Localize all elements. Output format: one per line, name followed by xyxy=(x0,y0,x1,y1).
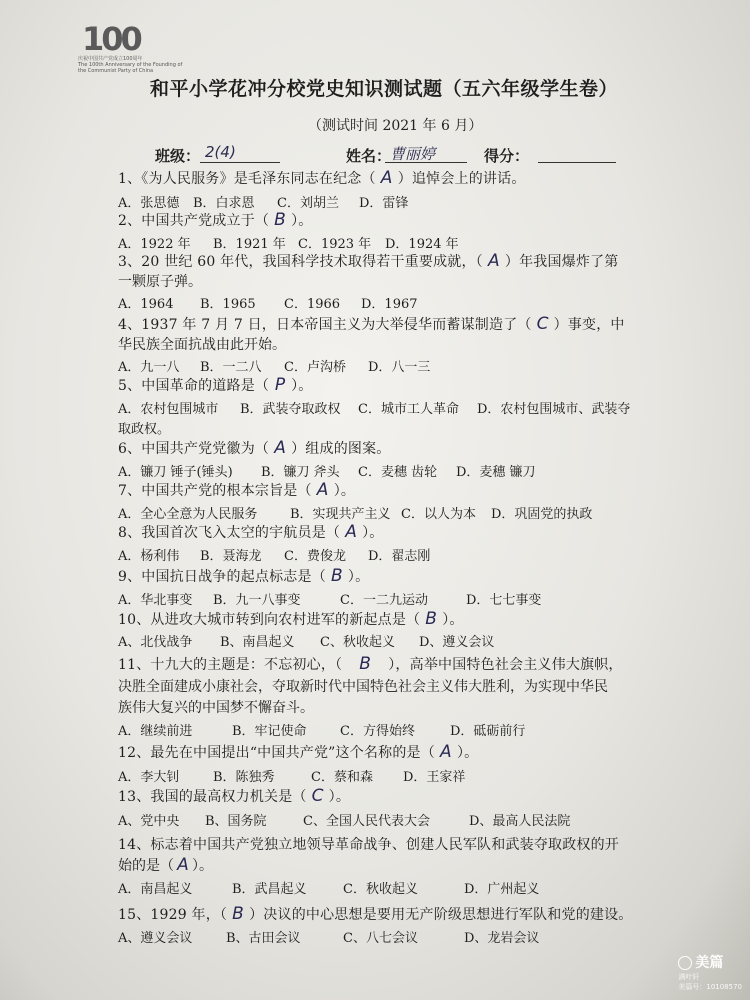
question-12: 12、最先在中国提出“中国共产党”这个名称的是（ A ）。 xyxy=(118,742,479,762)
question-14: 14、标志着中国共产党独立地领导革命战争、创建人民军队和武装夺取政权的开 xyxy=(118,837,620,853)
q5-option-a: A．农村包围城市 xyxy=(118,402,219,417)
q13-option-d: D、最高人民法院 xyxy=(469,814,571,829)
watermark-brand: 美篇 xyxy=(695,955,724,971)
answer-14: A xyxy=(177,855,189,875)
q9-option-c: C．一二九运动 xyxy=(340,593,428,608)
q2-option-c: C．1923 年 xyxy=(298,237,372,252)
page-title: 和平小学花冲分校党史知识测试题（五六年级学生卷） xyxy=(150,78,619,100)
question-8: 8、我国首次飞入太空的宇航员是（ A ）。 xyxy=(118,522,384,542)
q11-option-d: D．砥砺前行 xyxy=(450,724,526,739)
q6-option-b: B．镰刀 斧头 xyxy=(261,465,340,480)
q7-option-b: B．实现共产主义 xyxy=(290,507,391,522)
question-2: 2、中国共产党成立于（ B ）。 xyxy=(118,210,313,230)
name-label: 姓名： xyxy=(346,147,392,165)
q4-option-b: B．一二八 xyxy=(200,360,262,375)
q8-option-a: A．杨利伟 xyxy=(118,549,180,564)
q14-option-a: A．南昌起义 xyxy=(118,882,193,897)
q3-option-a: A．1964 xyxy=(118,297,174,312)
q5-option-d: D．农村包围城市、武装夺 xyxy=(477,402,631,417)
q8-option-d: D．翟志刚 xyxy=(368,549,431,564)
question-1: 1、《为人民服务》是毛泽东同志在纪念（ A ）追悼会上的讲话。 xyxy=(118,168,526,188)
q3-option-b: B．1965 xyxy=(200,297,256,312)
q14-option-c: C．秋收起义 xyxy=(343,882,418,897)
q11-option-a: A．继续前进 xyxy=(118,724,193,739)
question-3-cont: 一颗原子弹。 xyxy=(118,274,202,290)
answer-12: A xyxy=(440,742,452,762)
q11-option-b: B．牢记使命 xyxy=(232,724,307,739)
q13-option-a: A、党中央 xyxy=(118,814,180,829)
q7-option-a: A．全心全意为人民服务 xyxy=(118,507,258,522)
answer-1: A xyxy=(380,168,393,188)
q9-option-b: B．九一八事变 xyxy=(213,593,301,608)
centenary-number: 100 xyxy=(82,20,140,58)
q2-option-a: A．1922 年 xyxy=(118,237,191,252)
q6-option-c: C．麦穗 齿轮 xyxy=(358,465,438,480)
q1-option-c: C．刘胡兰 xyxy=(277,196,339,211)
score-label: 得分： xyxy=(484,147,530,165)
question-10: 10、从进攻大城市转到向农村进军的新起点是（ B ）。 xyxy=(118,609,464,629)
q6-option-a: A．镰刀 锤子(锤头) xyxy=(118,465,233,480)
q3-option-c: C．1966 xyxy=(284,297,341,312)
q12-option-b: B．陈独秀 xyxy=(213,770,275,785)
answer-6: A xyxy=(274,438,287,458)
answer-3: A xyxy=(487,251,500,271)
answer-11: B xyxy=(359,654,372,674)
score-blank xyxy=(538,162,616,163)
question-9: 9、中国抗日战争的起点标志是（ B ）。 xyxy=(118,566,370,586)
question-15: 15、1929 年，（ B ）决议的中心思想是要用无产阶级思想进行军队和党的建设。 xyxy=(118,904,633,924)
answer-8: A xyxy=(345,522,358,542)
q2-option-b: B．1921 年 xyxy=(213,237,286,252)
q15-option-c: C、八七会议 xyxy=(343,931,418,946)
q3-option-d: D．1967 xyxy=(361,297,418,312)
q10-option-c: C、秋收起义 xyxy=(320,635,395,650)
centenary-logo xyxy=(76,20,183,74)
question-4: 4、1937 年 7 月 7 日，日本帝国主义为大举侵华而蓄谋制造了（ C ）事变，中 xyxy=(118,314,625,334)
q10-option-b: B、南昌起义 xyxy=(220,635,295,650)
q8-option-c: C．费俊龙 xyxy=(284,549,346,564)
q12-option-c: C．蔡和森 xyxy=(311,770,373,785)
name-blank xyxy=(385,162,467,163)
answer-13: C xyxy=(311,786,324,806)
q4-option-c: C．卢沟桥 xyxy=(284,360,346,375)
watermark-id: 美篇号：10108570 xyxy=(678,983,742,991)
q5-option-c: C．城市工人革命 xyxy=(358,402,459,417)
question-7: 7、中国共产党的根本宗旨是（ A ）。 xyxy=(118,480,356,500)
q14-option-b: B．武昌起义 xyxy=(232,882,307,897)
meipian-logo-icon xyxy=(678,956,692,970)
q9-option-d: D．七七事变 xyxy=(466,593,542,608)
question-5: 5、中国革命的道路是（ P ）。 xyxy=(118,375,313,395)
q15-option-b: B、古田会议 xyxy=(226,931,301,946)
q1-option-b: B．白求恩 xyxy=(193,196,255,211)
q14-option-d: D．广州起义 xyxy=(464,882,540,897)
q5-option-b: B．武装夺取政权 xyxy=(240,402,341,417)
class-blank xyxy=(200,162,280,163)
question-4-cont: 华民族全面抗战由此开始。 xyxy=(118,337,286,353)
watermark-author: 满叶轩 xyxy=(678,973,700,981)
q1-option-a: A．张思德 xyxy=(118,196,180,211)
q12-option-d: D．王家祥 xyxy=(403,770,466,785)
q9-option-a: A．华北事变 xyxy=(118,593,193,608)
q13-option-b: B、国务院 xyxy=(205,814,267,829)
q8-option-b: B．聂海龙 xyxy=(200,549,262,564)
q2-option-d: D．1924 年 xyxy=(385,237,459,252)
q15-option-a: A、遵义会议 xyxy=(118,931,193,946)
answer-10: B xyxy=(425,609,438,629)
question-6: 6、中国共产党党徽为（ A ）组成的图案。 xyxy=(118,438,391,458)
answer-15: B xyxy=(232,904,245,924)
question-13: 13、我国的最高权力机关是（ C ）。 xyxy=(118,786,351,806)
test-date: （测试时间 2021 年 6 月） xyxy=(308,118,483,134)
answer-4: C xyxy=(536,314,549,334)
answer-2: B xyxy=(274,210,287,230)
answer-9: B xyxy=(330,566,343,586)
q4-option-d: D．八一三 xyxy=(368,360,431,375)
q1-option-d: D．雷锋 xyxy=(359,196,409,211)
name-value: 曹丽婷 xyxy=(390,145,436,163)
answer-5: P xyxy=(274,375,286,395)
question-11-cont: 决胜全面建成小康社会，夺取新时代中国特色社会主义伟大胜利，为实现中华民 xyxy=(118,679,608,695)
question-14-cont: 始的是（ A ）。 xyxy=(118,855,213,875)
q4-option-a: A．九一八 xyxy=(118,360,180,375)
q7-option-c: C．以人为本 xyxy=(401,507,476,522)
question-11-cont2: 族伟大复兴的中国梦不懈奋斗。 xyxy=(118,700,314,716)
q11-option-c: C．方得始终 xyxy=(340,724,415,739)
answer-7: A xyxy=(316,480,329,500)
q15-option-d: D、龙岩会议 xyxy=(464,931,540,946)
class-value: 2(4) xyxy=(205,143,236,161)
q12-option-a: A．李大钊 xyxy=(118,770,180,785)
class-label: 班级： xyxy=(155,147,201,165)
question-5-cont: 取政权。 xyxy=(118,422,171,437)
meipian-watermark xyxy=(678,952,742,992)
q7-option-d: D．巩固党的执政 xyxy=(491,507,593,522)
q6-option-d: D．麦穗 镰刀 xyxy=(456,465,536,480)
question-11: 11、十九大的主题是：不忘初心，（ B ），高举中国特色社会主义伟大旗帜， xyxy=(118,654,623,674)
centenary-caption: 庆祝中国共产党成立100周年 The 100th Anniversary of the Founding of the Communist Party of China xyxy=(78,56,183,74)
q10-option-a: A、北伐战争 xyxy=(118,635,193,650)
q10-option-d: D、遵义会议 xyxy=(419,635,495,650)
question-3: 3、20 世纪 60 年代，我国科学技术取得若干重要成就，（ A ）年我国爆炸了第 xyxy=(118,251,619,271)
q13-option-c: C、全国人民代表大会 xyxy=(303,814,430,829)
